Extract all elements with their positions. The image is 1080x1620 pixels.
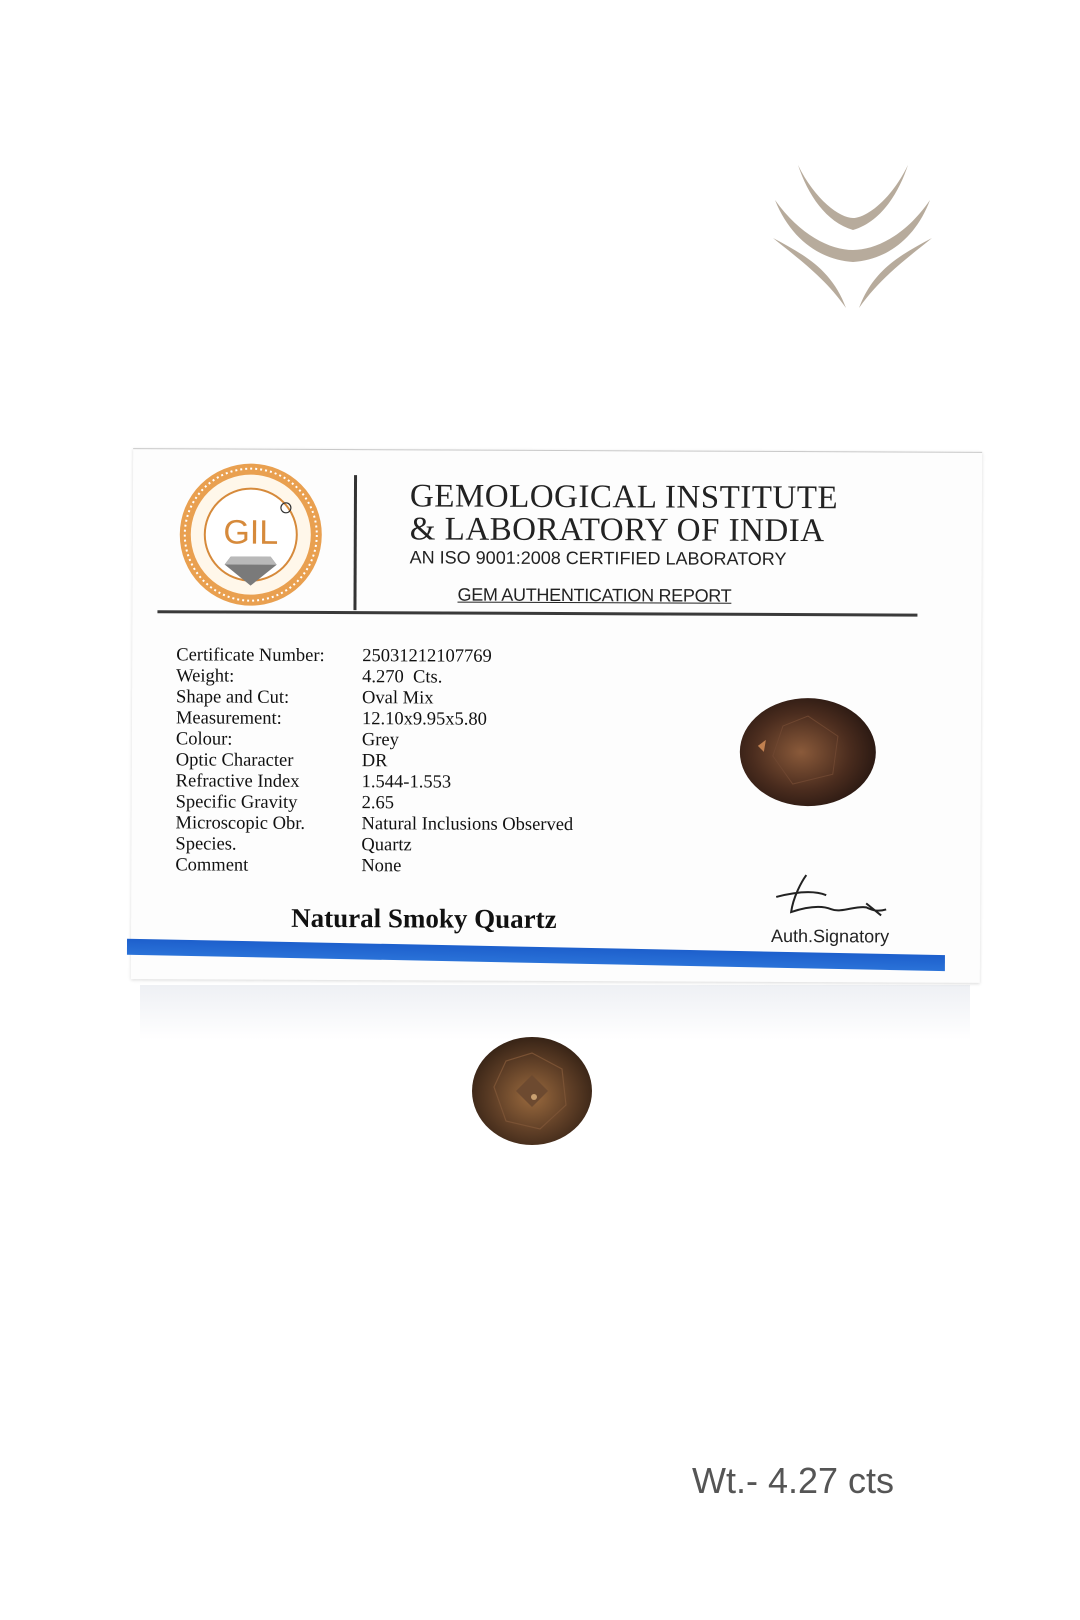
weight-caption: Wt.- 4.27 cts	[692, 1460, 895, 1501]
detail-label: Shape and Cut:	[176, 687, 290, 708]
detail-value: Oval Mix	[362, 688, 434, 709]
gil-seal-icon	[177, 461, 324, 608]
institute-name-line2: & LABORATORY OF INDIA	[409, 511, 825, 550]
detail-row	[176, 645, 574, 668]
detail-label: Certificate Number:	[176, 645, 325, 666]
detail-label: Species.	[175, 834, 237, 855]
card-reflection	[140, 985, 970, 1040]
detail-row	[175, 834, 573, 857]
detail-value: 25031212107769	[362, 646, 492, 667]
certificate-details	[175, 645, 574, 878]
detail-row	[176, 708, 574, 731]
detail-value: Quartz	[361, 835, 412, 856]
detail-value: 2.65	[361, 793, 395, 814]
detail-label: Microscopic Obr.	[175, 813, 306, 834]
detail-label: Specific Gravity	[175, 792, 298, 813]
detail-label: Optic Character	[175, 750, 294, 771]
seal-text: GIL	[223, 513, 279, 552]
detail-label: Measurement:	[175, 708, 282, 729]
report-title: GEM AUTHENTICATION REPORT	[457, 584, 732, 606]
detail-value: None	[361, 856, 402, 877]
detail-row	[176, 750, 574, 773]
detail-row	[176, 729, 574, 752]
gem-photo-icon	[738, 696, 878, 809]
institute-name-line1: GEMOLOGICAL INSTITUTE	[409, 478, 839, 517]
detail-row	[176, 792, 574, 815]
detail-value: 4.270 Cts.	[362, 667, 443, 688]
detail-row	[175, 813, 573, 836]
detail-row	[176, 771, 574, 794]
detail-value: DR	[361, 751, 388, 772]
detail-row	[175, 855, 573, 878]
detail-label: Refractive Index	[175, 771, 300, 792]
detail-value: Grey	[361, 730, 399, 751]
certificate-card	[131, 448, 982, 983]
detail-label: Colour:	[175, 729, 233, 750]
detail-value: Natural Inclusions Observed	[361, 814, 574, 836]
gem-name-title: Natural Smoky Quartz	[291, 902, 557, 935]
detail-row	[176, 666, 574, 689]
detail-label: Weight:	[176, 666, 235, 687]
brand-logo-icon	[770, 160, 935, 320]
detail-value: 1.544-1.553	[361, 772, 452, 793]
header-divider-horizontal	[157, 610, 917, 616]
detail-value: 12.10x9.95x5.80	[361, 709, 487, 730]
smoky-quartz-gem-icon	[470, 1035, 594, 1147]
iso-certification-line: AN ISO 9001:2008 CERTIFIED LABORATORY	[409, 547, 787, 570]
signatory-label: Auth.Signatory	[770, 925, 890, 947]
header-divider-vertical	[353, 475, 357, 610]
signature-icon	[771, 867, 891, 923]
detail-row	[176, 687, 574, 710]
detail-label: Comment	[175, 855, 249, 876]
